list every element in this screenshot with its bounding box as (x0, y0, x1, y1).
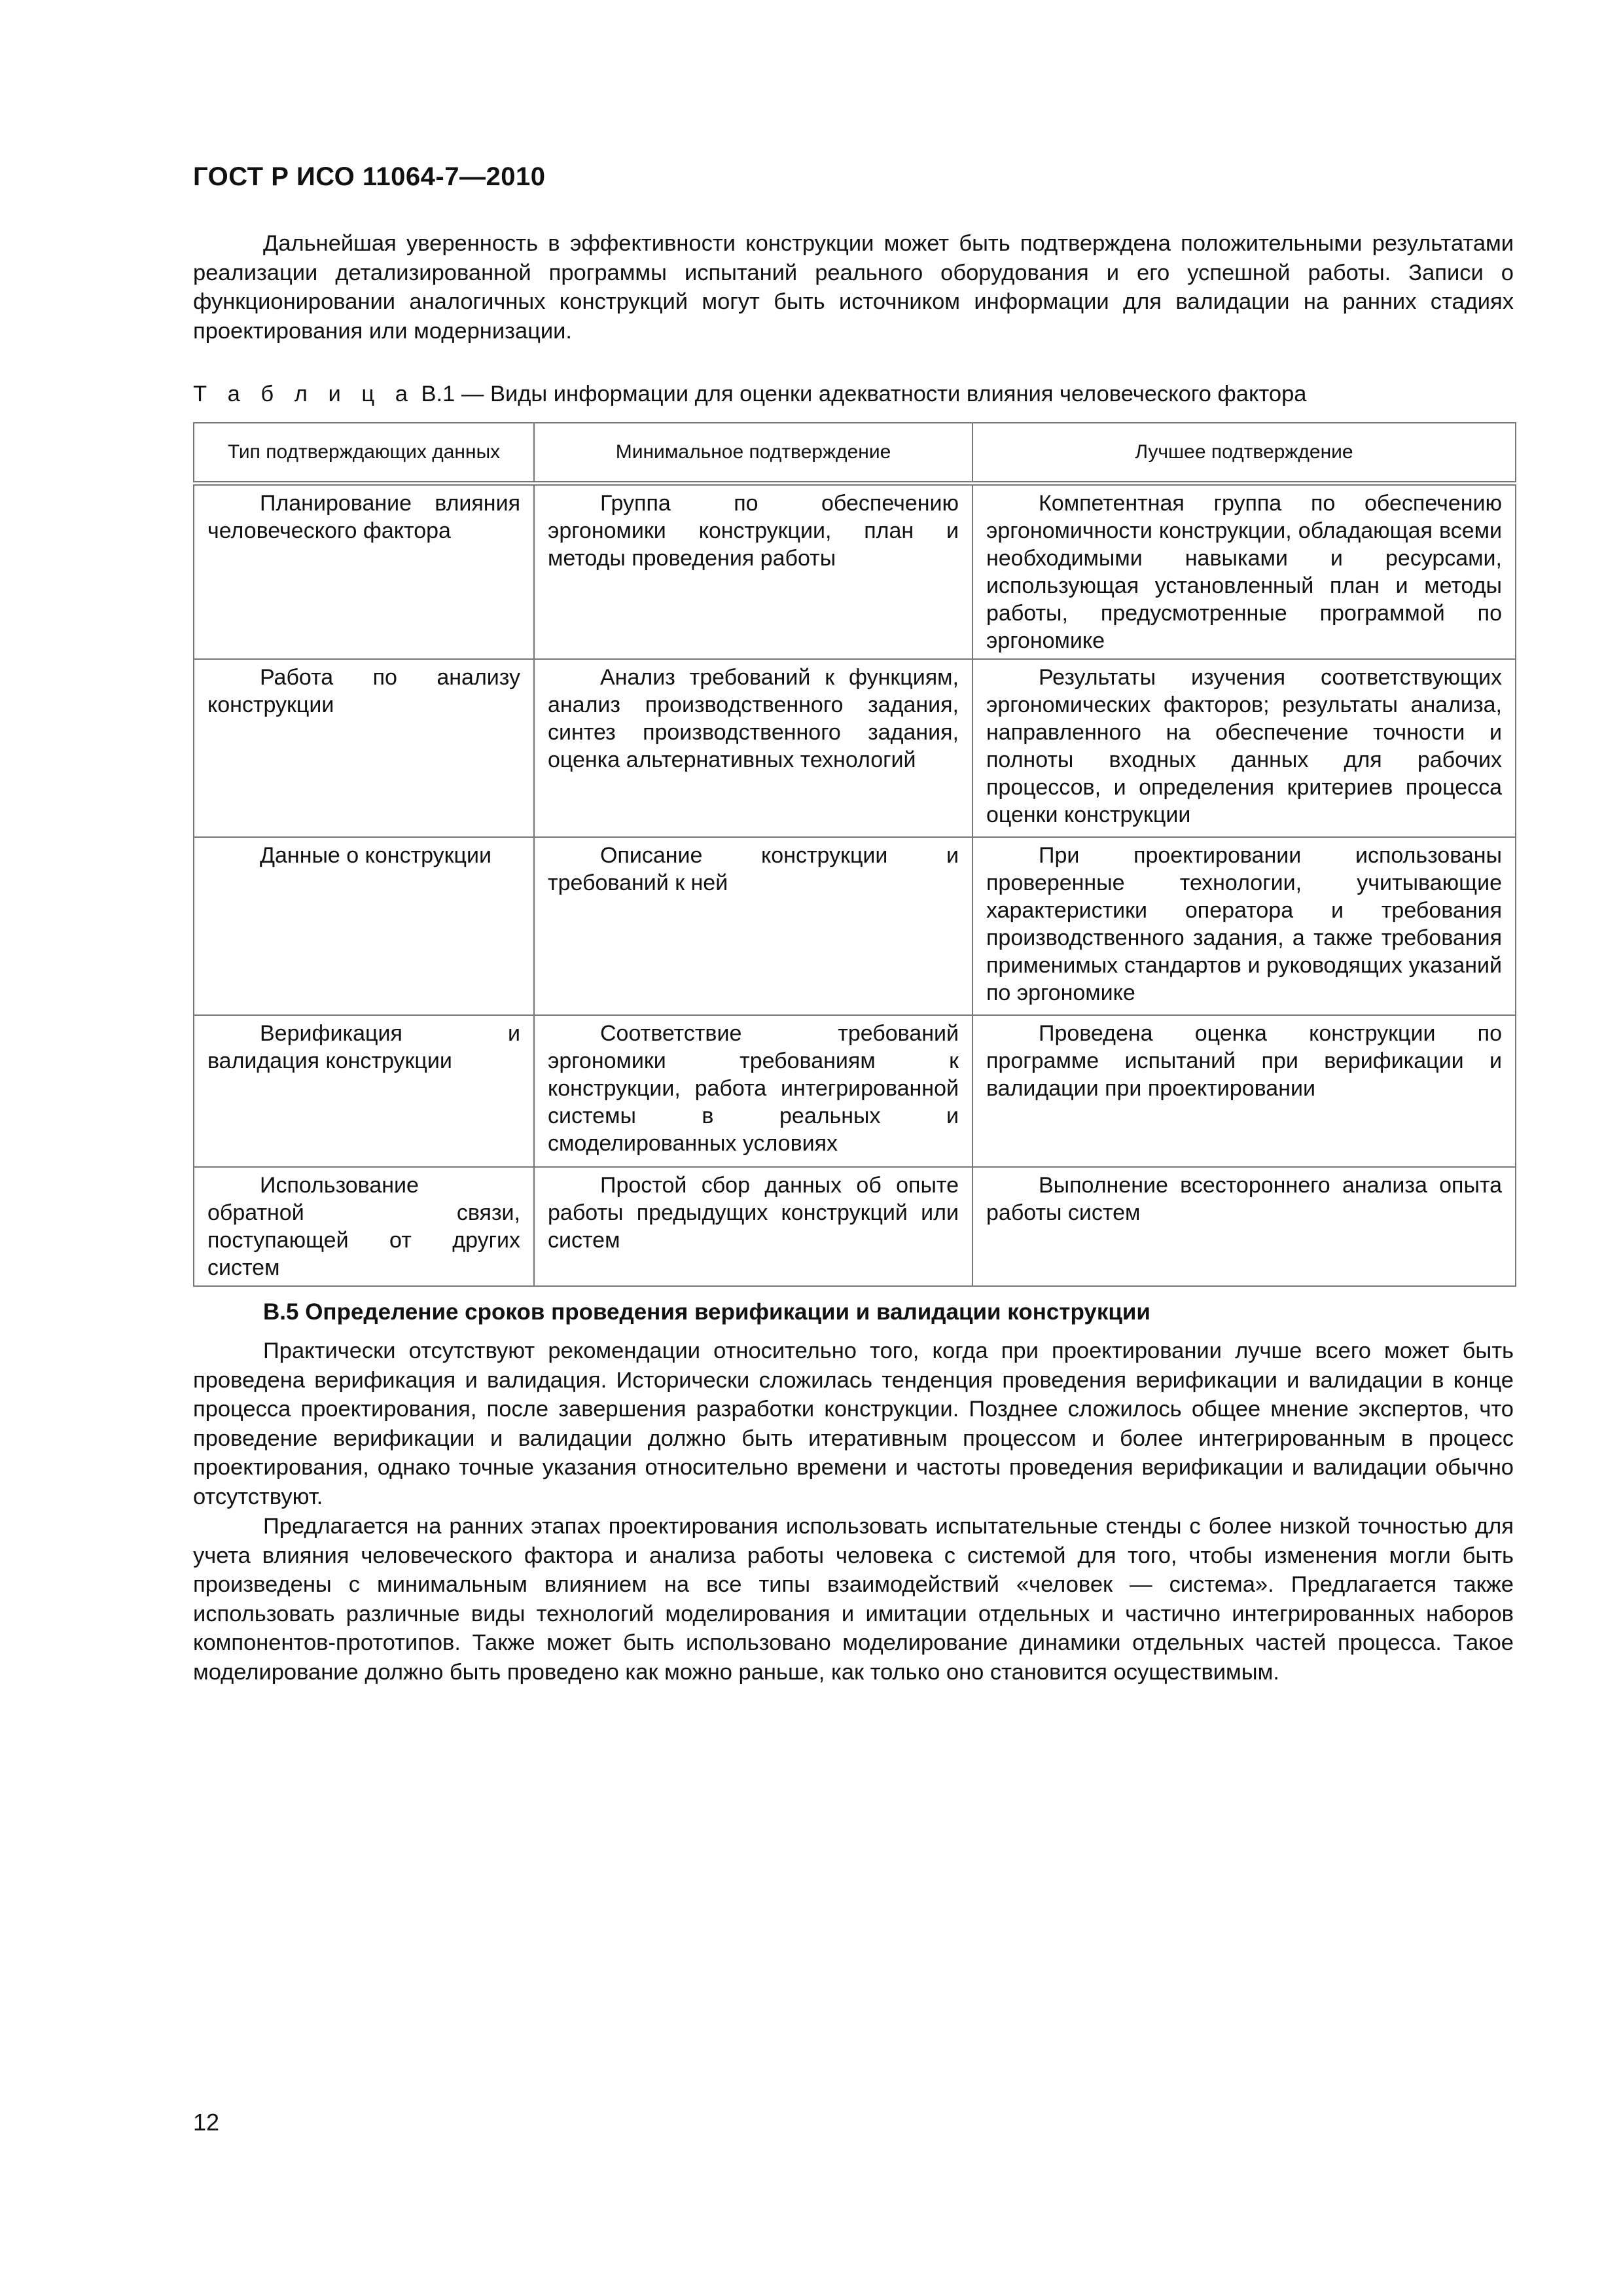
column-header-best: Лучшее подтверждение (972, 423, 1516, 484)
table-cell: Результаты изучения соответствующих эргономических факторов; результаты анализа, направленного на обеспечение точности и полноты входных данных для рабочих процессов, и определения критериев процесса оценки конструкции (972, 659, 1516, 837)
table-caption-text: — Виды информации для оценки адекватности влияния человеческого фактора (461, 382, 1307, 406)
table-row (194, 1167, 1516, 1286)
table-caption-prefix: Т а б л и ц а (193, 382, 415, 406)
section-title: Определение сроков проведения верификации и валидации конструкции (305, 1299, 1150, 1325)
page-number: 12 (193, 2109, 220, 2136)
table-cell: Проведена оценка конструкции по программе испытаний при верификации и валидации при проектировании (972, 1015, 1516, 1167)
table-cell: Верификация и валидация конструкции (194, 1015, 534, 1167)
section-heading (263, 1299, 1150, 1325)
table-header-row (194, 423, 1516, 484)
table-cell: Группа по обеспечению эргономики конструкции, план и методы проведения работы (534, 484, 972, 660)
table-cell: Работа по анализу конструкции (194, 659, 534, 837)
intro-paragraph: Дальнейшая уверенность в эффективности конструкции может быть подтверждена положительными результатами реализации детализированной программы испытаний реального оборудования и его успешной работы. Записи о функционировании аналогичных конструкций могут быть источником информации для валидации на ранних стадиях проектирования или модернизации. (193, 231, 1514, 344)
table-row (194, 484, 1516, 660)
table-cell: При проектировании использованы проверенные технологии, учитывающие характеристики оператора и требования производственного задания, а также требования применимых стандартов и руководящих указаний по эргономике (972, 837, 1516, 1015)
evidence-table (193, 422, 1516, 1287)
document-code-header: ГОСТ Р ИСО 11064-7—2010 (193, 162, 546, 191)
section-number: В.5 (263, 1299, 299, 1325)
table-row (194, 837, 1516, 1015)
table-cell: Соответствие требований эргономики требованиям к конструкции, работа интегрированной системы в реальных и смоделированных условиях (534, 1015, 972, 1167)
column-header-minimal: Минимальное подтверждение (534, 423, 972, 484)
column-header-data-type: Тип подтверждающих данных (194, 423, 534, 484)
table-cell: Простой сбор данных об опыте работы предыдущих конструкций или систем (534, 1167, 972, 1286)
table-caption-number: В.1 (421, 382, 455, 406)
table-cell: Выполнение всестороннего анализа опыта работы систем (972, 1167, 1516, 1286)
table-row (194, 1015, 1516, 1167)
table-row (194, 659, 1516, 837)
table-cell: Описание конструкции и требований к ней (534, 837, 972, 1015)
table-cell: Анализ требований к функциям, анализ производственного задания, синтез производственного задания, оценка альтернативных технологий (534, 659, 972, 837)
section-paragraph: Предлагается на ранних этапах проектирования использовать испытательные стенды с более низкой точностью для учета влияния человеческого фактора и анализа работы человека с системой для того, чтобы изменения могли быть произведены с минимальным влиянием на все типы взаимодействий «человек — система». Предлагается также использовать различные виды технологий моделирования и имитации отдельных и частично интегрированных наборов компонентов-прототипов. Также может быть использовано моделирование динамики отдельных частей процесса. Такое моделирование должно быть проведено как можно раньше, как только оно становится осуществимым. (193, 1514, 1514, 1685)
table-cell: Планирование влияния человеческого фактора (194, 484, 534, 660)
table-caption (193, 380, 1306, 408)
table-cell: Компетентная группа по обеспечению эргономичности конструкции, обладающая всеми необходимыми навыками и ресурсами, использующая установленный план и методы работы, предусмотренные программой по эргономике (972, 484, 1516, 660)
table-cell: Использование обратной связи, поступающей от других систем (194, 1167, 534, 1286)
table-cell: Данные о конструкции (194, 837, 534, 1015)
section-paragraph: Практически отсутствуют рекомендации относительно того, когда при проектировании лучше всего может быть проведена верификация и валидация. Исторически сложилась тенденция проведения верификации и валидации в конце процесса проектирования, после завершения разработки конструкции. Позднее сложилось общее мнение экспертов, что проведение верификации и валидации должно быть итеративным процессом и более интегрированным в процесс проектирования, однако точные указания относительно времени и частоты проведения верификации и валидации обычно отсутствуют. (193, 1338, 1514, 1509)
